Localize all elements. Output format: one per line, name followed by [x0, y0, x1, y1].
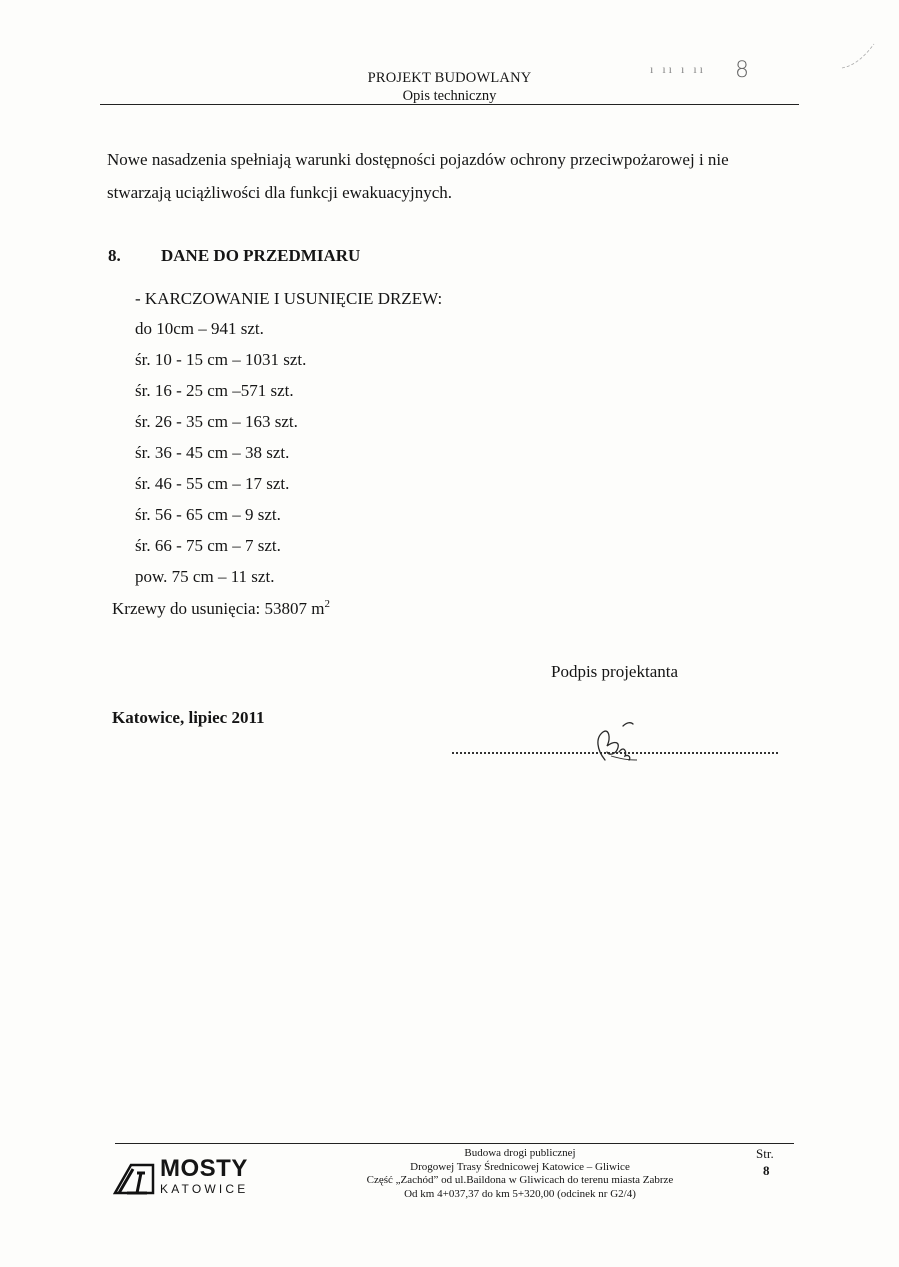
logo-name: MOSTY	[160, 1155, 248, 1182]
list-item: pow. 75 cm – 11 szt.	[135, 567, 275, 586]
section-number: 8.	[108, 246, 121, 265]
list-item: śr. 10 - 15 cm – 1031 szt.	[135, 350, 307, 369]
footer-line: Budowa drogi publicznej	[464, 1147, 576, 1159]
faint-stamp-marks: ı ıı ı ıı	[650, 62, 707, 76]
list-item: śr. 46 - 55 cm – 17 szt.	[135, 474, 290, 493]
place-and-date: Katowice, lipiec 2011	[112, 708, 265, 727]
page-label: Str.	[756, 1146, 774, 1161]
shrubs-label: Krzewy do usunięcia: 53807 m	[112, 599, 325, 618]
unit-exponent: 2	[324, 598, 330, 610]
list-item: do 10cm – 941 szt.	[135, 319, 264, 338]
header-divider	[100, 104, 799, 105]
list-item: śr. 66 - 75 cm – 7 szt.	[135, 536, 281, 555]
handwritten-signature	[585, 716, 645, 766]
document-subtitle: Opis techniczny	[402, 88, 497, 104]
document-title: PROJEKT BUDOWLANY	[367, 70, 532, 86]
mosty-logo-icon	[113, 1161, 155, 1195]
page-number: 8	[763, 1163, 770, 1178]
list-heading: - KARCZOWANIE I USUNIĘCIE DRZEW:	[135, 289, 443, 308]
footer-line: Część „Zachód” od ul.Baildona w Gliwicach do terenu miasta Zabrze	[366, 1174, 674, 1186]
list-item: śr. 36 - 45 cm – 38 szt.	[135, 443, 290, 462]
footer-divider	[115, 1143, 794, 1144]
signature-label: Podpis projektanta	[551, 662, 679, 681]
footer-line: Od km 4+037,37 do km 5+320,00 (odcinek nr G2/4)	[404, 1187, 636, 1200]
footer-line: Drogowej Trasy Średnicowej Katowice – Gliwice	[410, 1160, 630, 1173]
scan-artifact-mark	[838, 40, 878, 72]
handwritten-page-number: 8	[735, 58, 749, 83]
intro-line-1: Nowe nasadzenia spełniają warunki dostępności pojazdów ochrony przeciwpożarowej i nie	[107, 150, 729, 169]
list-item: śr. 26 - 35 cm – 163 szt.	[135, 412, 298, 431]
shrubs-area	[112, 598, 330, 619]
list-item: śr. 16 - 25 cm –571 szt.	[135, 381, 294, 400]
footer-project-info	[320, 1147, 720, 1201]
section-title: DANE DO PRZEDMIARU	[161, 246, 361, 265]
logo-city: KATOWICE	[160, 1182, 249, 1196]
list-item: śr. 56 - 65 cm – 9 szt.	[135, 505, 281, 524]
intro-line-2: stwarzają uciążliwości dla funkcji ewakuacyjnych.	[107, 183, 453, 202]
tree-removal-list	[135, 320, 306, 599]
